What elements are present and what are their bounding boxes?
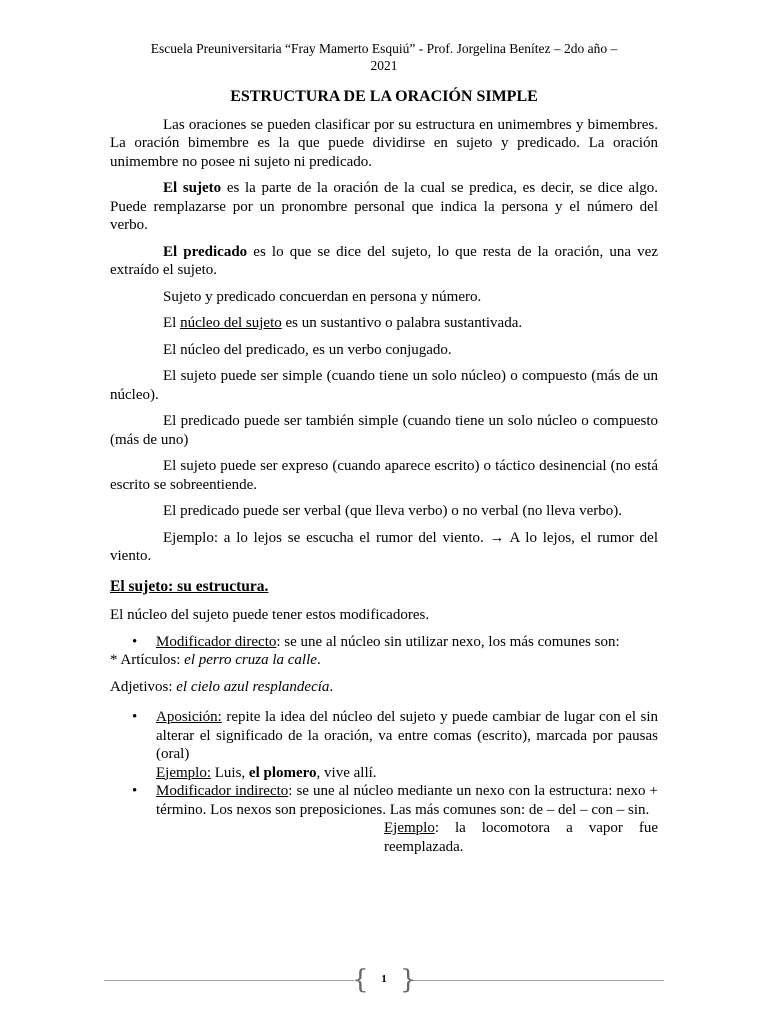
sujeto-definition bbox=[110, 179, 658, 235]
sujeto-simple-paragraph: El sujeto puede ser simple (cuando tiene un solo núcleo) o compuesto (más de un núcleo). bbox=[110, 368, 658, 403]
header-line-1: Escuela Preuniversitaria “Fray Mamerto Esquiú” - Prof. Jorgelina Benítez – 2do año – bbox=[150, 41, 618, 56]
nucleo-sujeto-post: es un sustantivo o palabra sustantivada. bbox=[281, 315, 523, 331]
bullet-icon: • bbox=[132, 633, 138, 650]
list-item-aposicion bbox=[110, 708, 658, 782]
modificador-indirecto-example-label: Ejemplo bbox=[384, 820, 435, 836]
modificador-indirecto-term: Modificador indirecto bbox=[156, 783, 289, 799]
list-item-modificador-indirecto bbox=[110, 782, 658, 819]
concordancia-paragraph: Sujeto y predicado concuerdan en persona y número. bbox=[163, 288, 482, 305]
sujeto-text: es la parte de la oración de la cual se predica, es decir, se dice algo. Puede remplazarse por un pronombre personal que indica la persona y el número del verbo. bbox=[110, 180, 658, 233]
section-heading-sujeto-estructura: El sujeto: su estructura. bbox=[110, 577, 269, 595]
document-page bbox=[110, 40, 658, 856]
adjetivos-label: Adjetivos: bbox=[110, 678, 177, 695]
modificador-indirecto-text: : se une al núcleo mediante un nexo con la estructura: nexo + término. Los nexos son preposiciones. Las más comunes son: de – del – con – sin. bbox=[156, 783, 658, 818]
bullet-icon: • bbox=[132, 783, 138, 799]
bullet-icon: • bbox=[132, 709, 138, 725]
document-title: ESTRUCTURA DE LA ORACIÓN SIMPLE bbox=[230, 88, 538, 105]
aposicion-text: repite la idea del núcleo del sujeto y puede cambiar de lugar con el sin alterar el significado de la oración, va entre comas (escrito), marcada por pausas (oral) bbox=[156, 709, 658, 762]
modificadores-intro: El núcleo del sujeto puede tener estos modificadores. bbox=[110, 607, 430, 623]
footer-brace-left-icon: { bbox=[352, 965, 369, 995]
articulos-example: el perro cruza la calle bbox=[184, 652, 317, 668]
ejemplo-paragraph: Ejemplo: a lo lejos se escucha el rumor del viento. → A lo lejos, el rumor del viento. bbox=[110, 529, 658, 564]
aposicion-example-label: Ejemplo: bbox=[156, 764, 211, 781]
predicado-verbal-paragraph: El predicado puede ser verbal (que lleva verbo) o no verbal (no lleva verbo). bbox=[163, 503, 622, 519]
adjetivos-example: el cielo azul resplandecía bbox=[176, 678, 330, 695]
list-item-modificador-directo bbox=[110, 633, 658, 652]
footer-brace-right-icon: } bbox=[400, 965, 417, 995]
page-number: 1 bbox=[381, 973, 387, 985]
modificador-directo-text: : se une al núcleo sin utilizar nexo, los más comunes son: bbox=[276, 633, 620, 650]
articulos-end: . bbox=[316, 652, 321, 668]
footer-rule-right bbox=[412, 980, 664, 981]
predicado-definition bbox=[110, 243, 658, 280]
aposicion-example-pre: Luis, bbox=[211, 764, 249, 781]
articulos-label: * Artículos: bbox=[110, 652, 185, 668]
articulos-line bbox=[110, 651, 658, 670]
intro-paragraph: Las oraciones se pueden clasificar por su estructura en unimembres y bimembres. La oración bimembre es la que puede dividirse en sujeto y predicado. La oración unimembre no posee ni sujeto ni predicado. bbox=[110, 116, 658, 170]
nucleo-sujeto-paragraph bbox=[110, 314, 658, 333]
modificadores-list bbox=[110, 708, 658, 819]
header-line-2: 2021 bbox=[370, 58, 398, 73]
document-header bbox=[110, 40, 658, 74]
footer-rule-left bbox=[104, 980, 354, 981]
sujeto-expreso-paragraph: El sujeto puede ser expreso (cuando aparece escrito) o táctico desinencial (no está escrito se sobreentiende. bbox=[110, 458, 658, 493]
predicado-text: es lo que se dice del sujeto, lo que resta de la oración, una vez extraído el sujeto. bbox=[110, 243, 658, 278]
adjetivos-line bbox=[110, 678, 658, 697]
aposicion-term: Aposición: bbox=[156, 709, 222, 725]
modificador-directo-list bbox=[110, 633, 658, 652]
predicado-term: El predicado bbox=[163, 243, 248, 260]
modificador-directo-term: Modificador directo bbox=[156, 633, 277, 650]
sujeto-term: El sujeto bbox=[163, 180, 222, 196]
nucleo-predicado-paragraph: El núcleo del predicado, es un verbo conjugado. bbox=[163, 341, 452, 358]
modificador-indirecto-example-text: : la locomotora a vapor fue reemplazada. bbox=[384, 820, 658, 855]
nucleo-sujeto-term: núcleo del sujeto bbox=[180, 315, 282, 331]
aposicion-example-post: , vive allí. bbox=[316, 764, 377, 781]
aposicion-example-bold: el plomero bbox=[248, 764, 317, 781]
adjetivos-end: . bbox=[329, 678, 334, 695]
modificador-indirecto-example bbox=[384, 819, 658, 856]
predicado-simple-paragraph: El predicado puede ser también simple (cuando tiene un solo núcleo o compuesto (más de uno) bbox=[110, 413, 658, 448]
nucleo-sujeto-pre: El bbox=[163, 315, 181, 331]
